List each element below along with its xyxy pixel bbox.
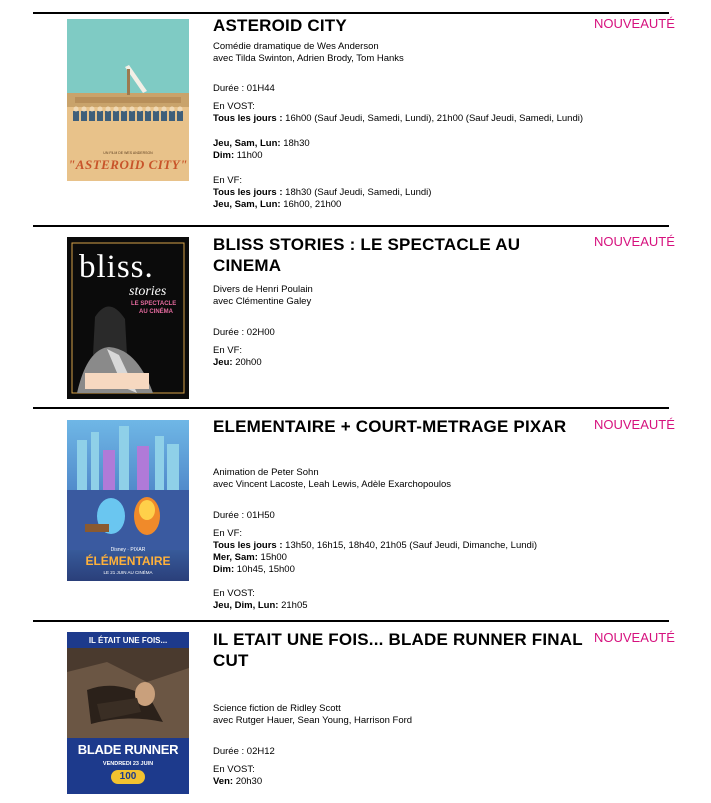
poster-credits: UN FILM DE WES ANDERSON bbox=[103, 151, 153, 155]
film-title[interactable]: BLISS STORIES : LE SPECTACLE AU CINEMA bbox=[213, 235, 521, 275]
film-cast: avec Vincent Lacoste, Leah Lewis, Adèle Exarchopoulos bbox=[213, 479, 452, 490]
showtime-row bbox=[213, 187, 431, 199]
film-poster[interactable] bbox=[67, 237, 189, 399]
film-cast: avec Clémentine Galey bbox=[213, 296, 312, 307]
poster-word-bliss: bliss. bbox=[79, 249, 154, 285]
new-release-badge: NOUVEAUTÉ bbox=[594, 630, 675, 645]
poster-title: ÉLÉMENTAIRE bbox=[85, 554, 171, 568]
film-cast: avec Tilda Swinton, Adrien Brody, Tom Hanks bbox=[213, 53, 404, 64]
poster-word-stories: stories bbox=[129, 284, 167, 299]
film-genre-director: Science fiction de Ridley Scott bbox=[213, 703, 341, 714]
showtime-row bbox=[213, 138, 310, 150]
version-label: En VF: bbox=[213, 528, 243, 539]
showtime-row bbox=[213, 113, 583, 125]
showtime-times: 20h30 bbox=[235, 776, 263, 787]
showtime-days: Dim: bbox=[213, 564, 235, 575]
showtime-days: Dim: bbox=[213, 150, 235, 161]
version-label: En VOST: bbox=[213, 101, 255, 112]
showtime-times: 13h50, 16h15, 18h40, 21h05 (Sauf Jeudi, Dimanche, Lundi) bbox=[285, 540, 538, 551]
poster-header: IL ÉTAIT UNE FOIS... bbox=[88, 636, 168, 645]
poster-logo: 100 bbox=[111, 770, 145, 784]
showtime-times: 15h00 bbox=[260, 552, 287, 563]
showtime-row bbox=[213, 540, 537, 552]
film-genre-director: Divers de Henri Poulain bbox=[213, 284, 313, 295]
showtime-days: Tous les jours : bbox=[213, 113, 283, 124]
showtime-row bbox=[213, 357, 262, 369]
showtime-days: Jeu, Dim, Lun: bbox=[213, 600, 279, 611]
showtime-row bbox=[213, 199, 341, 211]
film-divider bbox=[33, 620, 669, 622]
showtime-days: Tous les jours : bbox=[213, 187, 283, 198]
poster-tagline: AU CINÉMA bbox=[139, 309, 173, 315]
film-divider bbox=[33, 12, 669, 14]
showtime-times: 20h00 bbox=[235, 357, 262, 368]
film-poster[interactable] bbox=[67, 19, 189, 181]
film-title[interactable]: ASTEROID CITY bbox=[213, 16, 347, 35]
film-cast: avec Rutger Hauer, Sean Young, Harrison Ford bbox=[213, 715, 413, 726]
new-release-badge: NOUVEAUTÉ bbox=[594, 234, 675, 249]
film-genre-director: Animation de Peter Sohn bbox=[213, 467, 319, 478]
version-label: En VOST: bbox=[213, 588, 255, 599]
poster-title: BLADE RUNNER bbox=[77, 742, 179, 757]
showtime-times: 18h30 (Sauf Jeudi, Samedi, Lundi) bbox=[285, 187, 432, 198]
showtime-days: Ven: bbox=[213, 776, 234, 787]
film-genre-director: Comédie dramatique de Wes Anderson bbox=[213, 41, 379, 52]
film-duration: Durée : 02H12 bbox=[213, 746, 275, 757]
film-duration: Durée : 02H00 bbox=[213, 327, 275, 338]
showtime-days: Mer, Sam: bbox=[213, 552, 258, 563]
poster-date: VENDREDI 23 JUIN bbox=[102, 761, 154, 767]
showtime-row bbox=[213, 564, 295, 576]
showtime-row bbox=[213, 150, 262, 162]
showtime-times: 11h00 bbox=[236, 150, 263, 161]
poster-date: LE 21 JUIN AU CINÉMA bbox=[103, 570, 153, 575]
film-title[interactable]: IL ETAIT UNE FOIS... BLADE RUNNER FINAL CUT bbox=[213, 630, 583, 670]
showtime-times: 16h00 (Sauf Jeudi, Samedi, Lundi), 21h00 (Sauf Jeudi, Samedi, Lundi) bbox=[285, 113, 584, 124]
film-duration: Durée : 01H44 bbox=[213, 83, 275, 94]
showtime-days: Jeu, Sam, Lun: bbox=[213, 199, 281, 210]
showtime-times: 16h00, 21h00 bbox=[283, 199, 342, 210]
poster-title: "ASTEROID CITY" bbox=[68, 157, 188, 172]
poster-tagline: LE SPECTACLE bbox=[131, 301, 177, 307]
new-release-badge: NOUVEAUTÉ bbox=[594, 16, 675, 31]
version-label: En VF: bbox=[213, 175, 243, 186]
new-release-badge: NOUVEAUTÉ bbox=[594, 417, 675, 432]
film-poster[interactable] bbox=[67, 632, 189, 794]
showtime-row bbox=[213, 552, 287, 564]
showtime-days: Tous les jours : bbox=[213, 540, 283, 551]
poster-studio: Disney · PIXAR bbox=[110, 547, 146, 553]
film-title[interactable]: ELEMENTAIRE + COURT-METRAGE PIXAR bbox=[213, 417, 567, 436]
version-label: En VOST: bbox=[213, 764, 255, 775]
film-duration: Durée : 01H50 bbox=[213, 510, 275, 521]
film-poster[interactable] bbox=[67, 420, 189, 581]
showtime-days: Jeu: bbox=[213, 357, 233, 368]
showtime-row bbox=[213, 600, 308, 612]
showtime-times: 21h05 bbox=[281, 600, 308, 611]
showtime-row bbox=[213, 776, 262, 788]
version-label: En VF: bbox=[213, 345, 243, 356]
showtime-times: 10h45, 15h00 bbox=[236, 564, 295, 575]
film-divider bbox=[33, 225, 669, 227]
showtime-days: Jeu, Sam, Lun: bbox=[213, 138, 281, 149]
showtime-times: 18h30 bbox=[283, 138, 310, 149]
film-divider bbox=[33, 407, 669, 409]
